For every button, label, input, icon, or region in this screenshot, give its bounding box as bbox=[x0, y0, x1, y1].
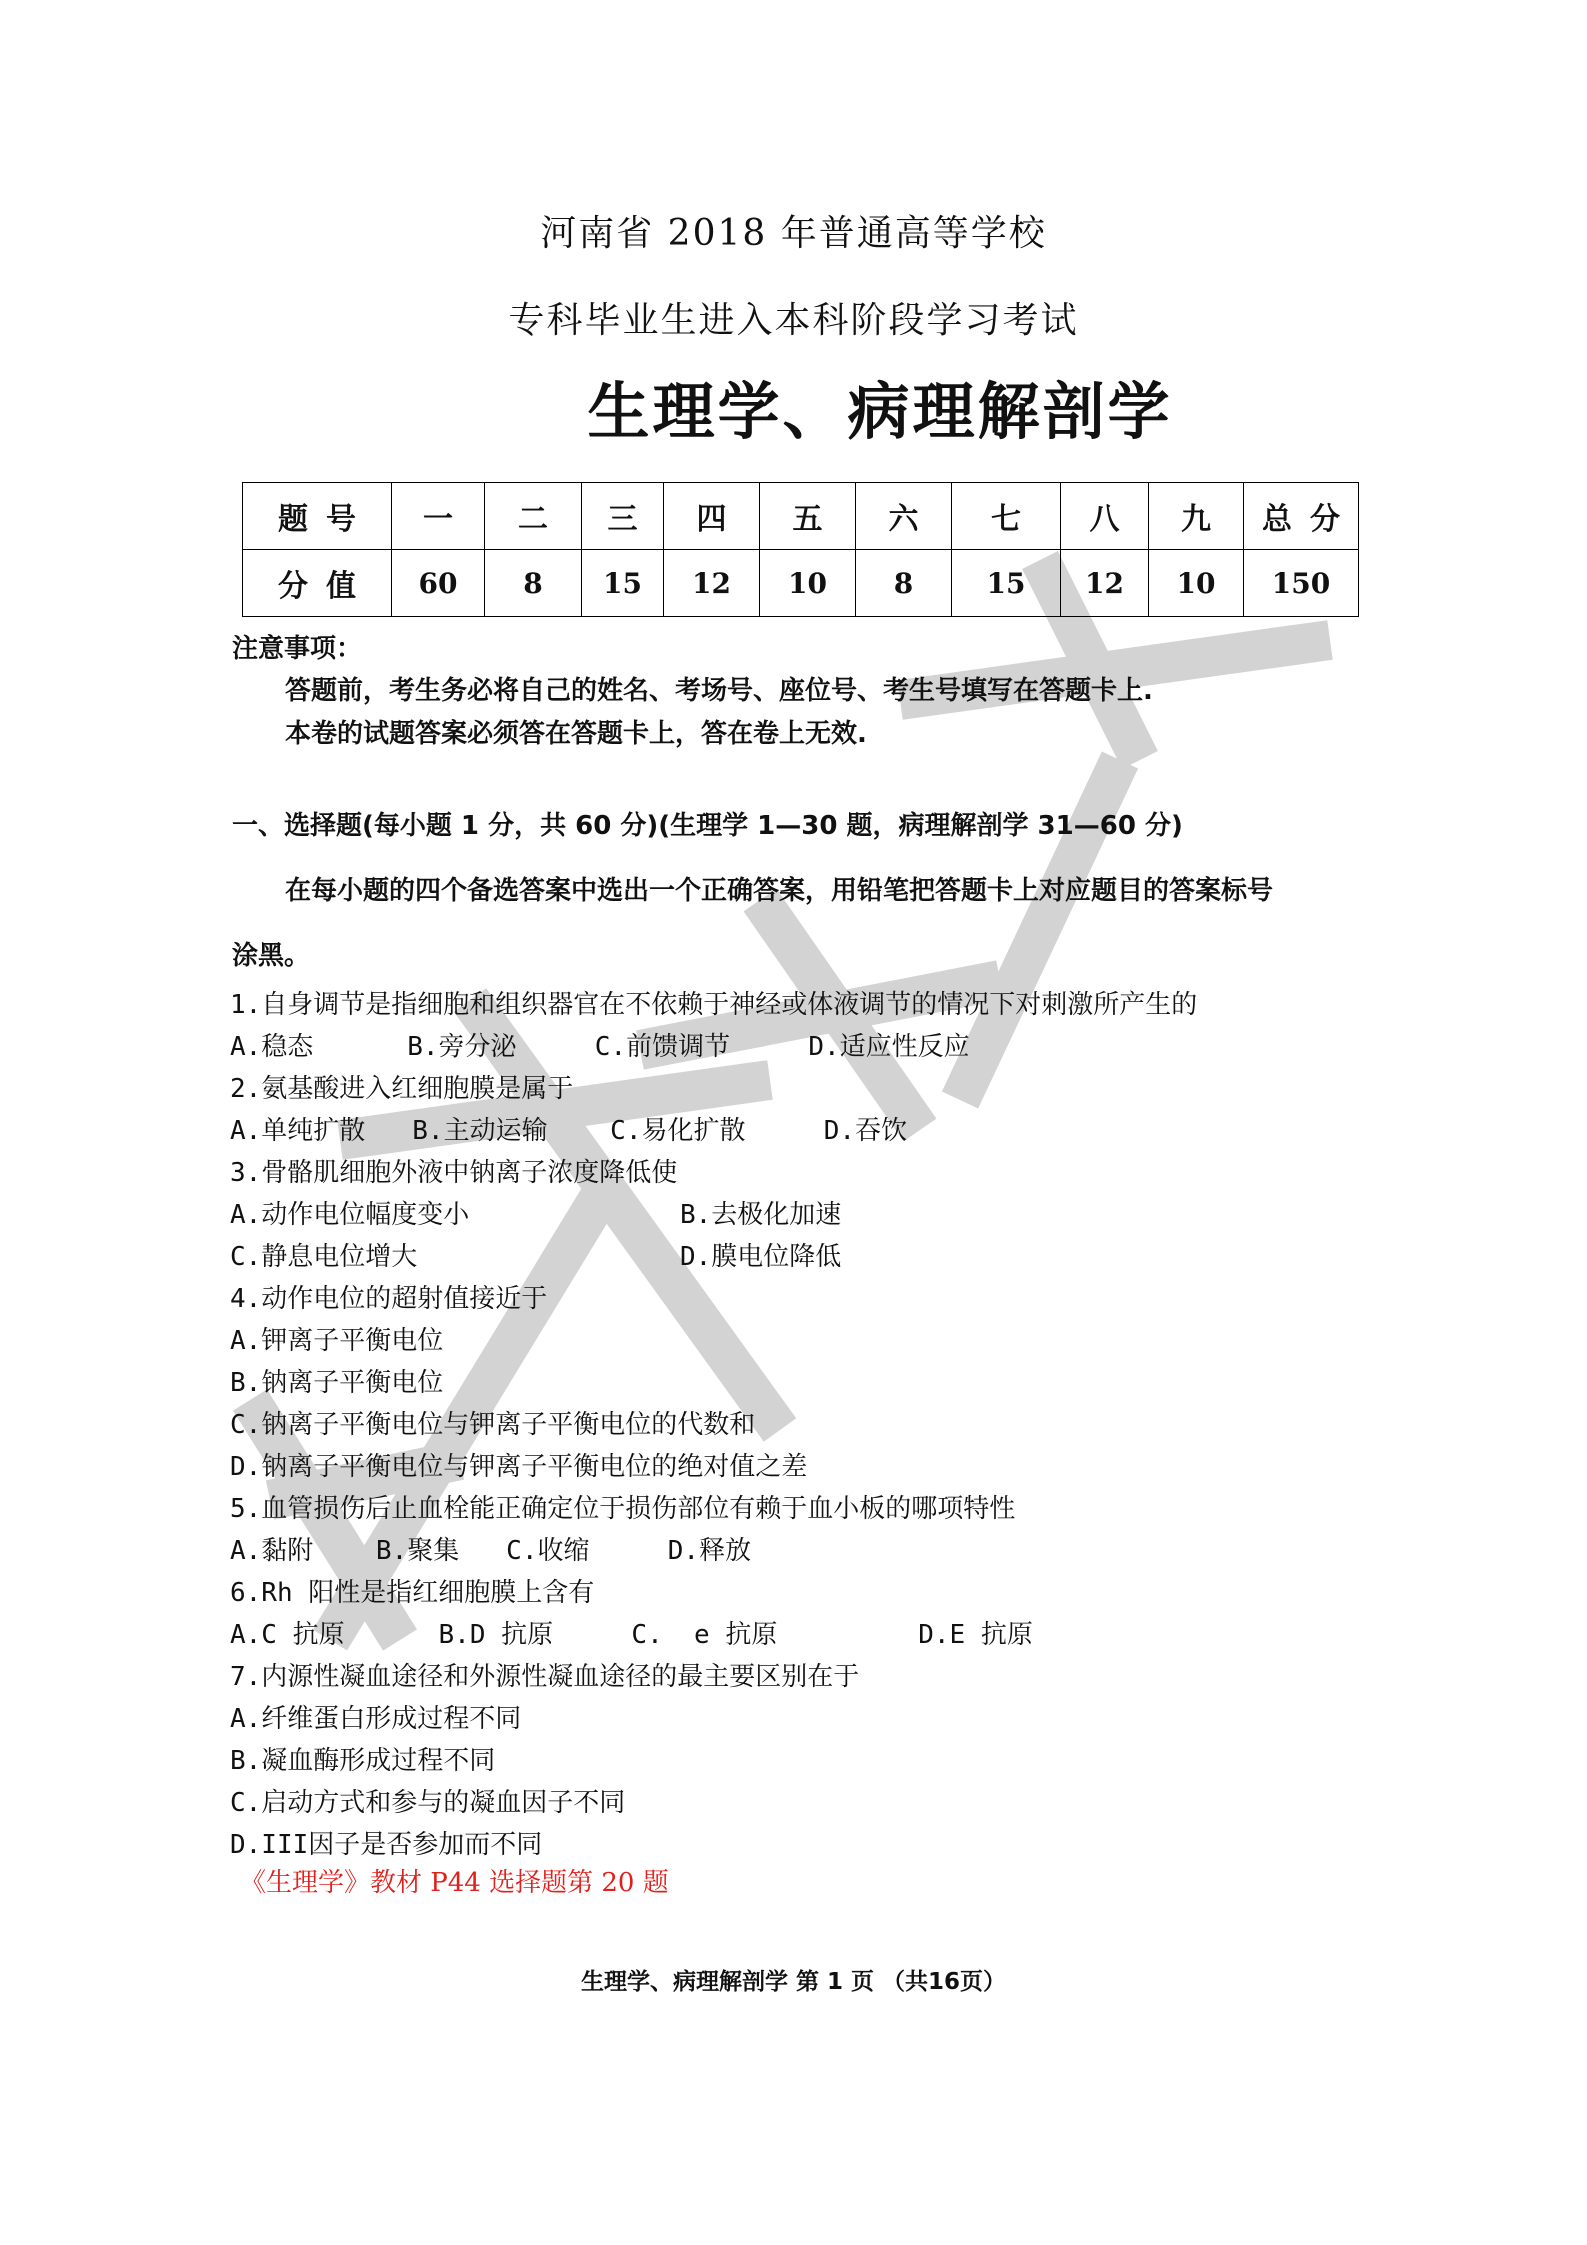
exam-header-line2: 专科毕业生进入本科阶段学习考试 bbox=[508, 300, 1079, 341]
question-option: A.动作电位幅度变小 bbox=[230, 1200, 470, 1230]
score-cell: 12 bbox=[664, 550, 760, 617]
question-option: C.钠离子平衡电位与钾离子平衡电位的代数和 bbox=[230, 1410, 756, 1440]
question-option: B.去极化加速 bbox=[680, 1200, 842, 1230]
question-option: A.纤维蛋白形成过程不同 bbox=[230, 1704, 522, 1734]
question-option: D.III因子是否参加而不同 bbox=[230, 1830, 543, 1860]
question-option: C.静息电位增大 bbox=[230, 1242, 418, 1272]
score-cell: 总分 bbox=[1244, 483, 1359, 550]
score-cell: 五 bbox=[760, 483, 856, 550]
question-option: C.启动方式和参与的凝血因子不同 bbox=[230, 1788, 626, 1818]
score-cell: 10 bbox=[760, 550, 856, 617]
question-option: D.膜电位降低 bbox=[680, 1242, 842, 1272]
section-heading: 一、选择题(每小题 1 分，共 60 分)(生理学 1—30 题，病理解剖学 31—60 分) bbox=[232, 811, 1183, 841]
score-table-header-row bbox=[243, 483, 1359, 550]
question-stem: 5.血管损伤后止血栓能正确定位于损伤部位有赖于血小板的哪项特性 bbox=[230, 1494, 1016, 1524]
score-table-value-row bbox=[243, 550, 1359, 617]
notice-line: 本卷的试题答案必须答在答题卡上，答在卷上无效. bbox=[285, 719, 867, 749]
question-stem: 1.自身调节是指细胞和组织器官在不依赖于神经或体液调节的情况下对刺激所产生的 bbox=[230, 990, 1198, 1020]
score-cell: 15 bbox=[582, 550, 664, 617]
score-cell: 六 bbox=[856, 483, 952, 550]
question-stem: 4.动作电位的超射值接近于 bbox=[230, 1284, 548, 1314]
exam-header-line1: 河南省 2018 年普通高等学校 bbox=[540, 213, 1047, 254]
score-cell: 10 bbox=[1149, 550, 1244, 617]
textbook-reference-note: 《生理学》教材 P44 选择题第 20 题 bbox=[240, 1868, 669, 1898]
question-option: D.钠离子平衡电位与钾离子平衡电位的绝对值之差 bbox=[230, 1452, 808, 1482]
score-cell: 60 bbox=[392, 550, 485, 617]
score-cell: 12 bbox=[1061, 550, 1149, 617]
question-stem: 2.氨基酸进入红细胞膜是属于 bbox=[230, 1074, 574, 1104]
section-instruction: 涂黑。 bbox=[232, 941, 311, 971]
question-options: A.C 抗原 B.D 抗原 C. e 抗原 D.E 抗原 bbox=[230, 1620, 1033, 1650]
question-stem: 7.内源性凝血途径和外源性凝血途径的最主要区别在于 bbox=[230, 1662, 860, 1692]
score-cell: 三 bbox=[582, 483, 664, 550]
score-cell: 8 bbox=[856, 550, 952, 617]
score-table bbox=[242, 482, 1359, 617]
score-cell: 八 bbox=[1061, 483, 1149, 550]
score-cell: 15 bbox=[952, 550, 1061, 617]
score-cell: 二 bbox=[485, 483, 582, 550]
score-cell: 一 bbox=[392, 483, 485, 550]
question-options: A.稳态 B.旁分泌 C.前馈调节 D.适应性反应 bbox=[230, 1032, 970, 1062]
question-option: B.钠离子平衡电位 bbox=[230, 1368, 444, 1398]
score-cell: 8 bbox=[485, 550, 582, 617]
question-options: A.单纯扩散 B.主动运输 C.易化扩散 D.吞饮 bbox=[230, 1116, 908, 1146]
score-cell: 七 bbox=[952, 483, 1061, 550]
notice-heading: 注意事项： bbox=[232, 634, 363, 664]
page-footer: 生理学、病理解剖学 第 1 页 （共16页） bbox=[580, 1969, 1007, 1995]
question-option: B.凝血酶形成过程不同 bbox=[230, 1746, 496, 1776]
score-cell: 150 bbox=[1244, 550, 1359, 617]
exam-title: 生理学、病理解剖学 bbox=[587, 375, 1173, 448]
score-cell: 分值 bbox=[243, 550, 392, 617]
question-options: A.黏附 B.聚集 C.收缩 D.释放 bbox=[230, 1536, 752, 1566]
notice-line: 答题前，考生务必将自己的姓名、考场号、座位号、考生号填写在答题卡上. bbox=[285, 676, 1153, 706]
question-option: A.钾离子平衡电位 bbox=[230, 1326, 444, 1356]
question-stem: 3.骨骼肌细胞外液中钠离子浓度降低使 bbox=[230, 1158, 678, 1188]
score-cell: 题号 bbox=[243, 483, 392, 550]
score-cell: 九 bbox=[1149, 483, 1244, 550]
section-instruction: 在每小题的四个备选答案中选出一个正确答案，用铅笔把答题卡上对应题目的答案标号 bbox=[285, 876, 1274, 906]
score-cell: 四 bbox=[664, 483, 760, 550]
question-stem: 6.Rh 阳性是指红细胞膜上含有 bbox=[230, 1578, 595, 1608]
